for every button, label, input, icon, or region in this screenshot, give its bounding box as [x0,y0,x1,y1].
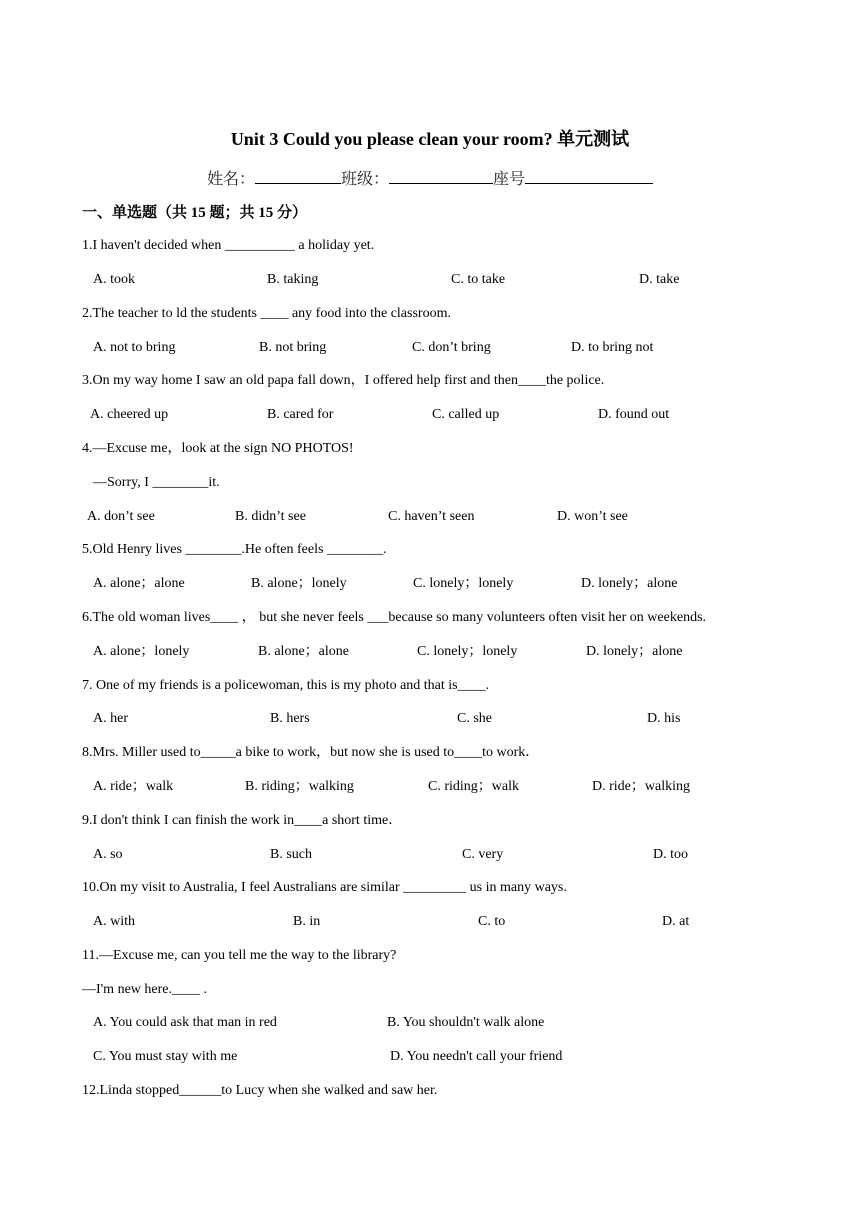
question-stem: 8.Mrs. Miller used to_____a bike to work，but now she is used to____to work． [82,745,540,760]
option-b[interactable]: B. alone；alone [258,644,349,659]
option-b[interactable]: B. not bring [259,340,327,355]
question-stem: 6.The old woman lives____ ， but she never feels ___because so many volunteers often visit her on weekends. [82,610,707,625]
seat-label: 座号 [493,171,526,188]
option-c[interactable]: C. called up [432,407,500,422]
class-label: 班级： [340,171,389,188]
question-stem: 7. One of my friends is a policewoman, this is my photo and that is____. [82,678,490,693]
section-heading-single-choice: 一、单选题（共 15 题；共 15 分） [82,205,308,221]
option-d[interactable]: D. You needn't call your friend [390,1049,563,1064]
question-stem-reply: —I'm new here.____ . [82,982,207,997]
option-b[interactable]: B. didn’t see [235,509,306,524]
option-b[interactable]: B. You shouldn't walk alone [387,1015,545,1030]
option-b[interactable]: B. in [293,914,321,929]
option-d[interactable]: D. his [647,711,681,726]
page-title: Unit 3 Could you please clean your room? 单元测试 [230,129,630,149]
option-a[interactable]: A. alone；alone [93,576,185,591]
option-c[interactable]: C. You must stay with me [93,1049,238,1064]
option-d[interactable]: D. at [662,914,690,929]
option-a[interactable]: A. not to bring [93,340,176,355]
option-c[interactable]: C. to take [451,272,506,287]
option-d[interactable]: D. lonely；alone [581,576,678,591]
option-c[interactable]: C. she [457,711,492,726]
option-c[interactable]: C. haven’t seen [388,509,475,524]
option-a[interactable]: A. cheered up [90,407,169,422]
option-a[interactable]: A. took [93,272,135,287]
option-a[interactable]: A. her [93,711,128,726]
question-stem: 9.I don't think I can finish the work in____a short time． [82,813,403,828]
option-d[interactable]: D. too [653,847,688,862]
option-a[interactable]: A. You could ask that man in red [93,1015,277,1030]
option-d[interactable]: D. found out [598,407,670,422]
option-d[interactable]: D. take [639,272,680,287]
option-a[interactable]: A. don’t see [87,509,155,524]
question-stem: 12.Linda stopped______to Lucy when she walked and saw her. [82,1083,438,1098]
option-a[interactable]: A. with [93,914,135,929]
option-a[interactable]: A. so [93,847,123,862]
option-c[interactable]: C. riding；walk [428,779,519,794]
question-stem-reply: —Sorry, I ________it. [93,475,220,490]
class-blank[interactable] [389,166,493,184]
question-stem: 1.I haven't decided when __________ a holiday yet. [82,238,375,253]
option-a[interactable]: A. ride；walk [93,779,174,794]
option-b[interactable]: B. alone；lonely [251,576,347,591]
option-b[interactable]: B. hers [270,711,310,726]
name-label: 姓名： [206,171,255,188]
question-stem: 3.On my way home I saw an old papa fall down，I offered help first and then____the police. [82,373,605,388]
option-c[interactable]: C. don’t bring [412,340,491,355]
option-c[interactable]: C. lonely；lonely [417,644,518,659]
question-stem: 2.The teacher to ld the students ____ any food into the classroom. [82,306,451,321]
question-stem: 10.On my visit to Australia, I feel Australians are similar _________ us in many ways. [82,880,567,895]
option-c[interactable]: C. very [462,847,504,862]
option-a[interactable]: A. alone；lonely [93,644,190,659]
option-b[interactable]: B. riding；walking [245,779,354,794]
student-info-line [0,166,860,192]
name-blank[interactable] [255,166,341,184]
seat-blank[interactable] [525,166,653,184]
option-c[interactable]: C. to [478,914,506,929]
option-b[interactable]: B. cared for [267,407,334,422]
option-d[interactable]: D. lonely；alone [586,644,683,659]
option-b[interactable]: B. such [270,847,312,862]
question-stem: 4.—Excuse me，look at the sign NO PHOTOS! [82,441,354,456]
question-stem: 5.Old Henry lives ________.He often feels ________. [82,542,387,557]
option-c[interactable]: C. lonely；lonely [413,576,514,591]
option-b[interactable]: B. taking [267,272,319,287]
option-d[interactable]: D. won’t see [557,509,628,524]
option-d[interactable]: D. ride；walking [592,779,690,794]
question-stem: 11.—Excuse me, can you tell me the way to the library? [82,948,397,963]
option-d[interactable]: D. to bring not [571,340,654,355]
